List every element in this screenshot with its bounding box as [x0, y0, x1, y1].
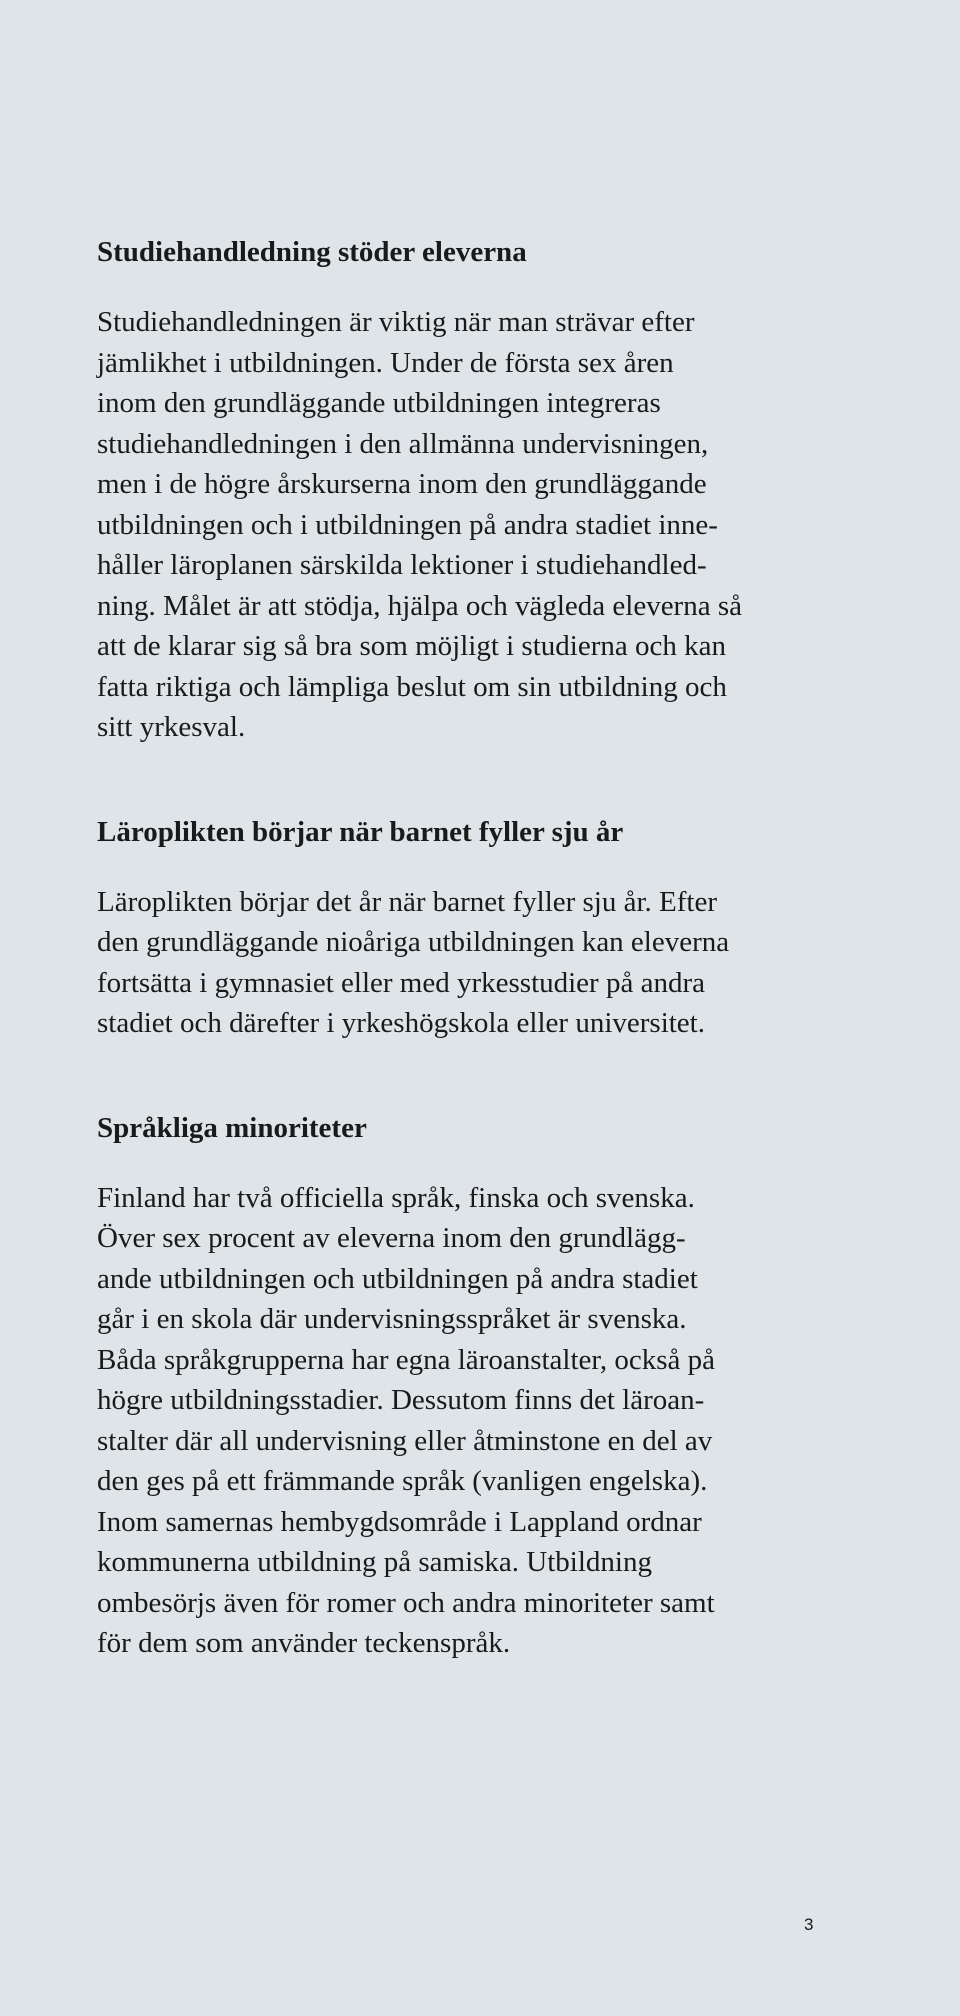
text-line: högre utbildningsstadier. Dessutom finns det läroan-	[97, 1384, 705, 1416]
text-line: går i en skola där undervisningsspråket är svenska.	[97, 1303, 687, 1335]
text-line: utbildningen och i utbildningen på andra stadiet inne-	[97, 508, 718, 541]
text-line: att de klarar sig så bra som möjligt i studierna och kan	[97, 630, 726, 662]
section-heading: Läroplikten börjar när barnet fyller sju år	[97, 815, 624, 848]
text-line: Båda språkgrupperna har egna läroanstalter, också på	[97, 1343, 716, 1376]
text-line: men i de högre årskurserna inom den grundläggande	[97, 468, 707, 500]
text-line: fortsätta i gymnasiet eller med yrkesstudier på andra	[97, 966, 705, 999]
text-line: Finland har två officiella språk, finska och svenska.	[97, 1181, 695, 1214]
section-paragraph	[97, 302, 837, 748]
text-line: ning. Målet är att stödja, hjälpa och vägleda eleverna så	[97, 589, 742, 622]
text-line: den grundläggande nioåriga utbildningen kan eleverna	[97, 926, 730, 958]
text-line: Läroplikten börjar det år när barnet fyller sju år. Efter	[97, 885, 718, 918]
text-line: håller läroplanen särskilda lektioner i studiehandled-	[97, 549, 707, 581]
text-line: jämlikhet i utbildningen. Under de första sex åren	[97, 346, 674, 379]
section-paragraph	[97, 1178, 837, 1664]
text-line: studiehandledningen i den allmänna undervisningen,	[97, 427, 709, 460]
section-heading: Språkliga minoriteter	[97, 1111, 367, 1144]
text-line: fatta riktiga och lämpliga beslut om sin utbildning och	[97, 670, 727, 703]
text-line: stalter där all undervisning eller åtminstone en del av	[97, 1424, 713, 1457]
section-study-guidance	[97, 232, 837, 748]
page-number: 3	[804, 1915, 814, 1934]
page-content	[97, 232, 837, 1664]
text-line: Studiehandledningen är viktig när man strävar efter	[97, 306, 695, 338]
text-line: för dem som använder teckenspråk.	[97, 1627, 511, 1659]
text-line: kommunerna utbildning på samiska. Utbildning	[97, 1546, 652, 1578]
text-line: inom den grundläggande utbildningen integreras	[97, 387, 661, 419]
text-line: Över sex procent av eleverna inom den grundlägg-	[97, 1222, 686, 1254]
text-line: Inom samernas hembygdsområde i Lappland ordnar	[97, 1505, 702, 1538]
section-language-minorities	[97, 1108, 837, 1664]
text-line: ande utbildningen och utbildningen på andra stadiet	[97, 1262, 698, 1295]
section-compulsory-education	[97, 812, 837, 1044]
text-line: den ges på ett främmande språk (vanligen engelska).	[97, 1465, 708, 1497]
text-line: sitt yrkesval.	[97, 711, 246, 743]
section-paragraph	[97, 882, 837, 1044]
section-heading: Studiehandledning stöder eleverna	[97, 236, 527, 268]
text-line: ombesörjs även för romer och andra minoriteter samt	[97, 1586, 715, 1619]
text-line: stadiet och därefter i yrkeshögskola eller universitet.	[97, 1007, 705, 1039]
